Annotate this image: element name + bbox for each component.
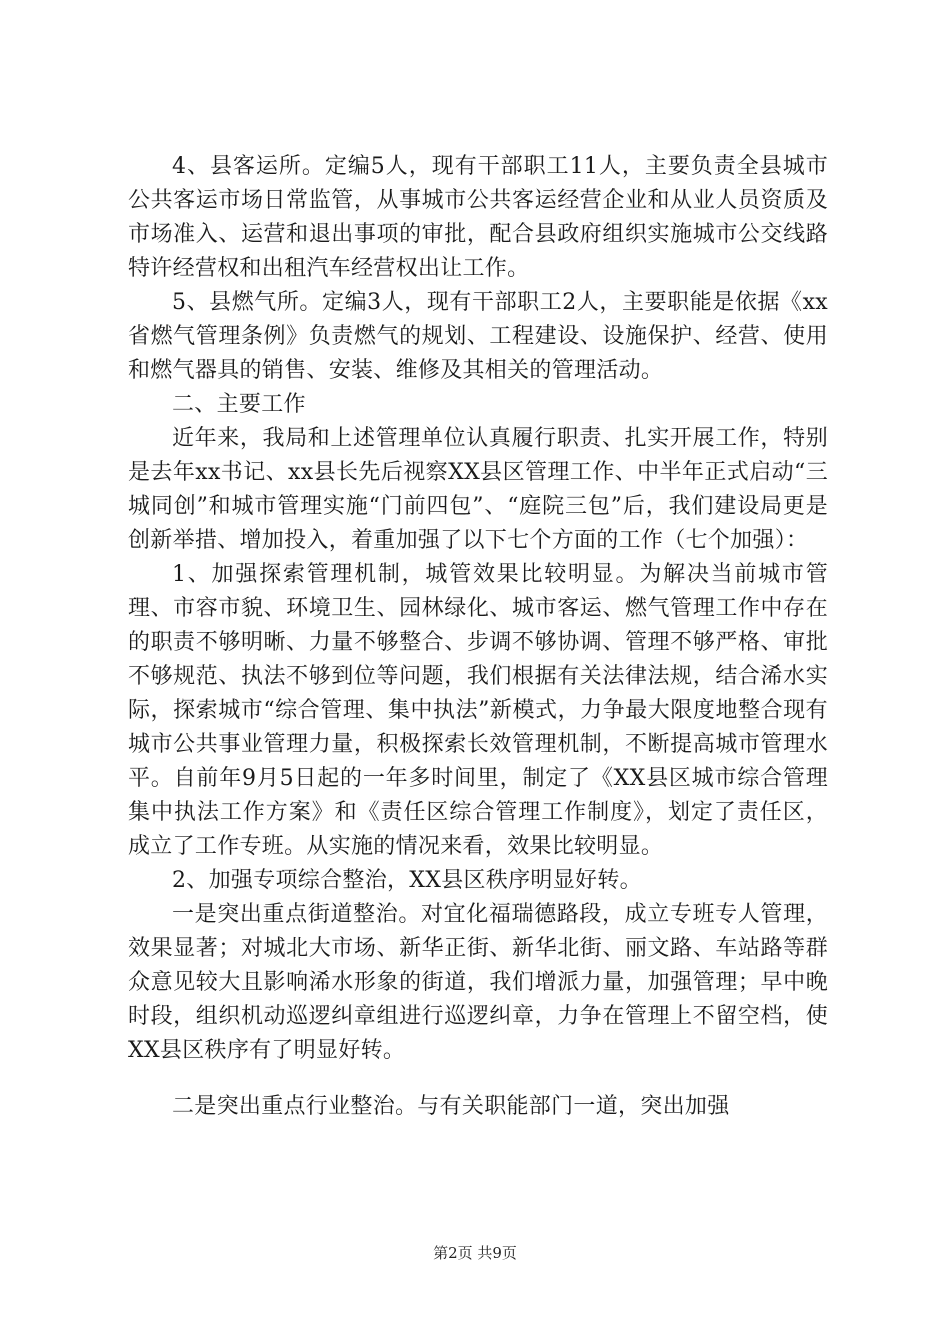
paragraph-street-rectification: 一是突出重点街道整治。对宜化福瑞德路段，成立专班专人管理，效果显著；对城北大市场、新华正街、新华北街、丽文路、车站路等群众意见较大且影响浠水形象的街道，我们增派力量，加强管理；早中晚时段，组织机动巡逻纠章组进行巡逻纠章，力争在管理上不留空档，使XX县区秩序有了明显好转。 <box>128 902 828 1063</box>
paragraph-recent-years: 近年来，我局和上述管理单位认真履行职责、扎实开展工作，特别是去年xx书记、xx县长先后视察XX县区管理工作、中半年正式启动“三城同创”和城市管理实施“门前四包”、“庭院三包”后，我们建设局更是创新举措、增加投入，着重加强了以下七个方面的工作（七个加强）： <box>128 426 828 553</box>
paragraph-industry-rectification: 二是突出重点行业整治。与有关职能部门一道，突出加强 <box>172 1094 730 1119</box>
section-heading-main-work: 二、主要工作 <box>172 392 306 417</box>
paragraph-bus-office: 4、县客运所。定编5人，现有干部职工11人，主要负责全县城市公共客运市场日常监管，从事城市公共客运经营企业和从业人员资质及市场准入、运营和退出事项的审批，配合县政府组织实施城市公交线路特许经营权和出租汽车经营权出让工作。 <box>128 154 828 281</box>
paragraph-special-rectification: 2、加强专项综合整治，XX县区秩序明显好转。 <box>172 868 642 893</box>
page-number-footer: 第2页 共9页 <box>433 1244 517 1262</box>
paragraph-gas-office: 5、县燃气所。定编3人，现有干部职工2人，主要职能是依据《xx省燃气管理条例》负责燃气的规划、工程建设、设施保护、经营、使用和燃气器具的销售、安装、维修及其相关的管理活动。 <box>128 290 828 383</box>
document-body <box>128 150 828 1124</box>
paragraph-management-mechanism: 1、加强探索管理机制，城管效果比较明显。为解决当前城市管理、市容市貌、环境卫生、园林绿化、城市客运、燃气管理工作中存在的职责不够明晰、力量不够整合、步调不够协调、管理不够严格、审批不够规范、执法不够到位等问题，我们根据有关法律法规，结合浠水实际，探索城市“综合管理、集中执法”新模式，力争最大限度地整合现有城市公共事业管理力量，积极探索长效管理机制，不断提高城市管理水平。自前年9月5日起的一年多时间里，制定了《XX县区城市综合管理集中执法工作方案》和《责任区综合管理工作制度》，划定了责任区，成立了工作专班。从实施的情况来看，效果比较明显。 <box>128 562 828 859</box>
